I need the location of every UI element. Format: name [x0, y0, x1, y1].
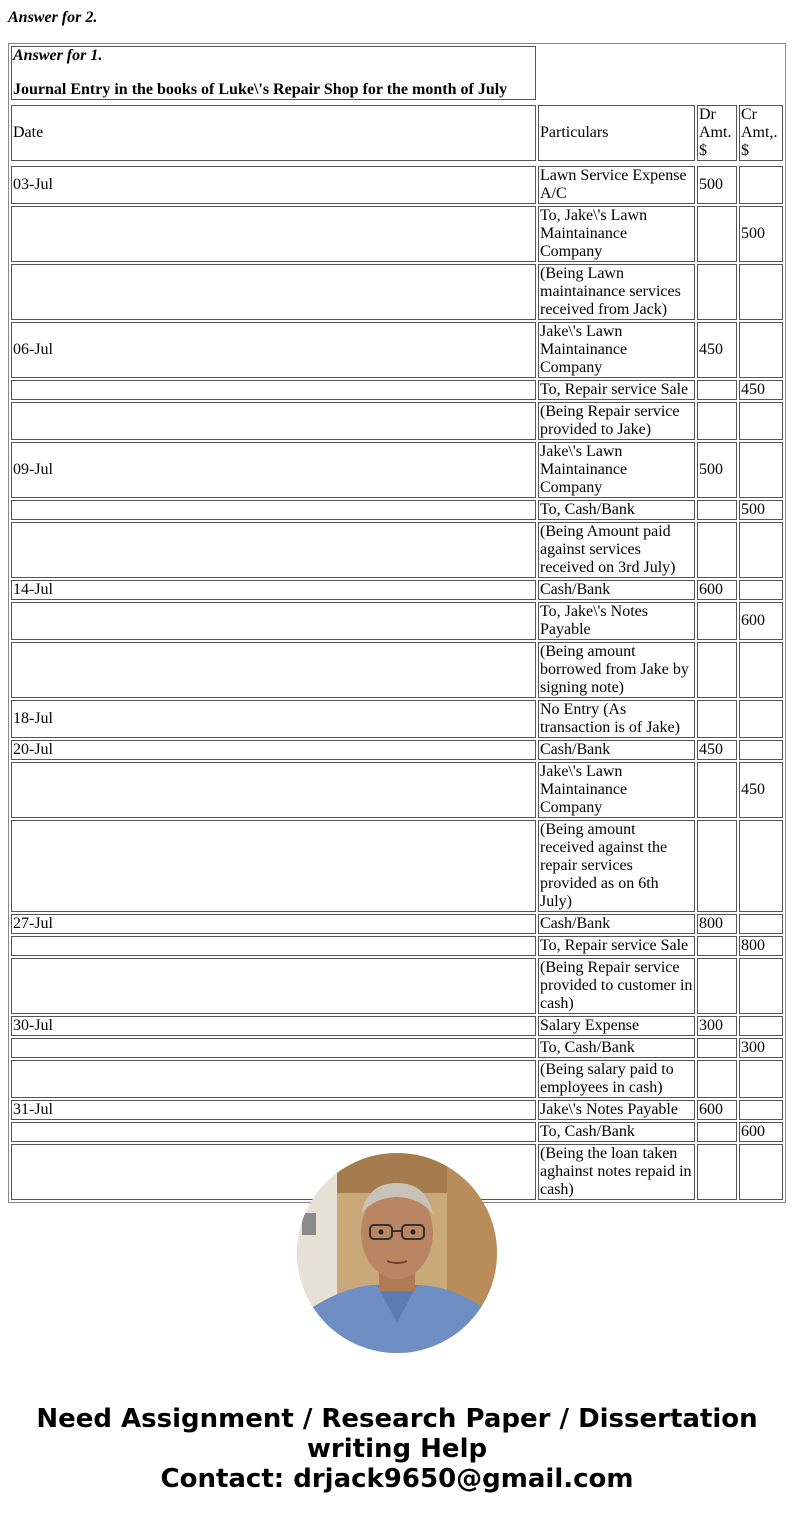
date-cell — [11, 264, 536, 320]
cr-amount-cell: 500 — [739, 206, 783, 262]
cr-amount-cell: 500 — [739, 500, 783, 520]
table-row — [11, 1016, 783, 1036]
date-cell — [11, 958, 536, 1014]
particulars-cell: Jake\'s Lawn Maintainance Company — [538, 322, 695, 378]
dr-amount-cell — [697, 1060, 737, 1098]
date-cell: 20-Jul — [11, 740, 536, 760]
cr-amount-cell: 450 — [739, 762, 783, 818]
dr-amount-cell — [697, 402, 737, 440]
particulars-cell: To, Repair service Sale — [538, 936, 695, 956]
answer-2-heading: Answer for 2. — [8, 9, 98, 26]
particulars-header: Particulars — [538, 105, 695, 161]
date-cell: 27-Jul — [11, 914, 536, 934]
particulars-cell: Lawn Service Expense A/C — [538, 166, 695, 204]
author-avatar — [297, 1153, 497, 1353]
dr-amount-cell — [697, 500, 737, 520]
cr-amount-cell — [739, 264, 783, 320]
date-cell: 14-Jul — [11, 580, 536, 600]
particulars-cell: (Being Lawn maintainance services received from Jack) — [538, 264, 695, 320]
header-row — [11, 105, 783, 161]
dr-amount-cell — [697, 522, 737, 578]
particulars-cell: (Being Amount paid against services received on 3rd July) — [538, 522, 695, 578]
table-row — [11, 166, 783, 204]
table-row — [11, 500, 783, 520]
dr-amount-cell — [697, 380, 737, 400]
table-row — [11, 264, 783, 320]
date-cell — [11, 602, 536, 640]
dr-amount-cell: 600 — [697, 580, 737, 600]
dr-amount-header: Dr Amt. $ — [697, 105, 737, 161]
cr-amount-cell — [739, 322, 783, 378]
cr-amount-cell — [739, 522, 783, 578]
dr-amount-cell: 300 — [697, 1016, 737, 1036]
particulars-cell: Jake\'s Notes Payable — [538, 1100, 695, 1120]
cr-amount-cell: 600 — [739, 1122, 783, 1142]
dr-amount-cell — [697, 1122, 737, 1142]
dr-amount-cell: 500 — [697, 166, 737, 204]
table-row — [11, 402, 783, 440]
particulars-cell: (Being amount received against the repair services provided as on 6th July) — [538, 820, 695, 912]
dr-amount-cell — [697, 936, 737, 956]
table-row — [11, 602, 783, 640]
particulars-cell: To, Cash/Bank — [538, 500, 695, 520]
dr-amount-cell — [697, 1144, 737, 1200]
table-row — [11, 322, 783, 378]
particulars-cell: (Being amount borrowed from Jake by signing note) — [538, 642, 695, 698]
particulars-cell: To, Jake\'s Lawn Maintainance Company — [538, 206, 695, 262]
table-row — [11, 936, 783, 956]
cr-amount-cell — [739, 642, 783, 698]
table-row — [11, 380, 783, 400]
table-row — [11, 522, 783, 578]
cr-amount-cell — [739, 580, 783, 600]
dr-amount-cell — [697, 820, 737, 912]
table-row — [11, 442, 783, 498]
journal-table — [9, 44, 785, 1202]
journal-title-cell — [11, 46, 536, 100]
cr-amount-cell: 300 — [739, 1038, 783, 1058]
cr-amount-cell — [739, 402, 783, 440]
dr-amount-cell — [697, 958, 737, 1014]
table-row — [11, 1122, 783, 1142]
particulars-cell: Cash/Bank — [538, 914, 695, 934]
particulars-cell: Jake\'s Lawn Maintainance Company — [538, 442, 695, 498]
table-row — [11, 642, 783, 698]
cr-amount-cell — [739, 958, 783, 1014]
cr-amount-cell — [739, 442, 783, 498]
promo-line-1: Need Assignment / Research Paper / Dissertation — [36, 1404, 758, 1434]
table-row — [11, 1038, 783, 1058]
cr-amount-cell: 600 — [739, 602, 783, 640]
table-row — [11, 1100, 783, 1120]
table-row — [11, 206, 783, 262]
particulars-cell: To, Repair service Sale — [538, 380, 695, 400]
date-cell — [11, 642, 536, 698]
dr-amount-cell: 600 — [697, 1100, 737, 1120]
cr-amount-cell — [739, 1016, 783, 1036]
dr-amount-cell — [697, 642, 737, 698]
cr-amount-cell — [739, 820, 783, 912]
dr-amount-cell: 500 — [697, 442, 737, 498]
table-row — [11, 1060, 783, 1098]
particulars-cell: (Being Repair service provided to customer in cash) — [538, 958, 695, 1014]
particulars-cell: Jake\'s Lawn Maintainance Company — [538, 762, 695, 818]
date-cell — [11, 500, 536, 520]
dr-amount-cell — [697, 1038, 737, 1058]
particulars-cell: To, Jake\'s Notes Payable — [538, 602, 695, 640]
cr-amount-cell — [739, 166, 783, 204]
cr-amount-cell — [739, 1060, 783, 1098]
cr-amount-cell: 450 — [739, 380, 783, 400]
particulars-cell: (Being salary paid to employees in cash) — [538, 1060, 695, 1098]
dr-amount-cell: 800 — [697, 914, 737, 934]
cr-amount-cell — [739, 914, 783, 934]
date-cell — [11, 380, 536, 400]
date-cell: 30-Jul — [11, 1016, 536, 1036]
date-cell — [11, 762, 536, 818]
date-cell — [11, 1122, 536, 1142]
cr-amount-cell: 800 — [739, 936, 783, 956]
date-cell: 06-Jul — [11, 322, 536, 378]
date-cell — [11, 820, 536, 912]
table-row — [11, 820, 783, 912]
particulars-cell: To, Cash/Bank — [538, 1038, 695, 1058]
table-row — [11, 740, 783, 760]
cr-amount-cell — [739, 1100, 783, 1120]
particulars-cell: (Being Repair service provided to Jake) — [538, 402, 695, 440]
particulars-cell: Salary Expense — [538, 1016, 695, 1036]
promo-banner — [0, 1404, 794, 1494]
dr-amount-cell — [697, 762, 737, 818]
journal-title: Journal Entry in the books of Luke\'s Repair Shop for the month of July — [13, 81, 508, 98]
date-header: Date — [11, 105, 536, 161]
date-cell: 18-Jul — [11, 700, 536, 738]
date-cell: 03-Jul — [11, 166, 536, 204]
answer-1-label: Answer for 1. — [13, 47, 103, 64]
promo-contact: Contact: drjack9650@gmail.com — [160, 1464, 634, 1494]
promo-line-2: writing Help — [306, 1434, 488, 1464]
table-row — [11, 958, 783, 1014]
date-cell: 09-Jul — [11, 442, 536, 498]
particulars-cell: Cash/Bank — [538, 580, 695, 600]
particulars-cell: To, Cash/Bank — [538, 1122, 695, 1142]
table-row — [11, 762, 783, 818]
date-cell — [11, 402, 536, 440]
particulars-cell: (Being the loan taken aghainst notes repaid in cash) — [538, 1144, 695, 1200]
date-cell: 31-Jul — [11, 1100, 536, 1120]
particulars-cell: Cash/Bank — [538, 740, 695, 760]
dr-amount-cell — [697, 700, 737, 738]
date-cell — [11, 522, 536, 578]
cr-amount-cell — [739, 1144, 783, 1200]
title-row — [11, 46, 783, 100]
dr-amount-cell: 450 — [697, 322, 737, 378]
date-cell — [11, 1060, 536, 1098]
date-cell — [11, 936, 536, 956]
author-portrait-image — [297, 1153, 497, 1353]
particulars-cell: No Entry (As transaction is of Jake) — [538, 700, 695, 738]
dr-amount-cell — [697, 602, 737, 640]
cr-amount-header: Cr Amt,. $ — [739, 105, 783, 161]
date-cell — [11, 1038, 536, 1058]
cr-amount-cell — [739, 740, 783, 760]
table-row — [11, 914, 783, 934]
journal-table-container — [8, 43, 786, 1203]
table-row — [11, 700, 783, 738]
dr-amount-cell — [697, 206, 737, 262]
date-cell — [11, 206, 536, 262]
table-row — [11, 580, 783, 600]
cr-amount-cell — [739, 700, 783, 738]
dr-amount-cell — [697, 264, 737, 320]
dr-amount-cell: 450 — [697, 740, 737, 760]
